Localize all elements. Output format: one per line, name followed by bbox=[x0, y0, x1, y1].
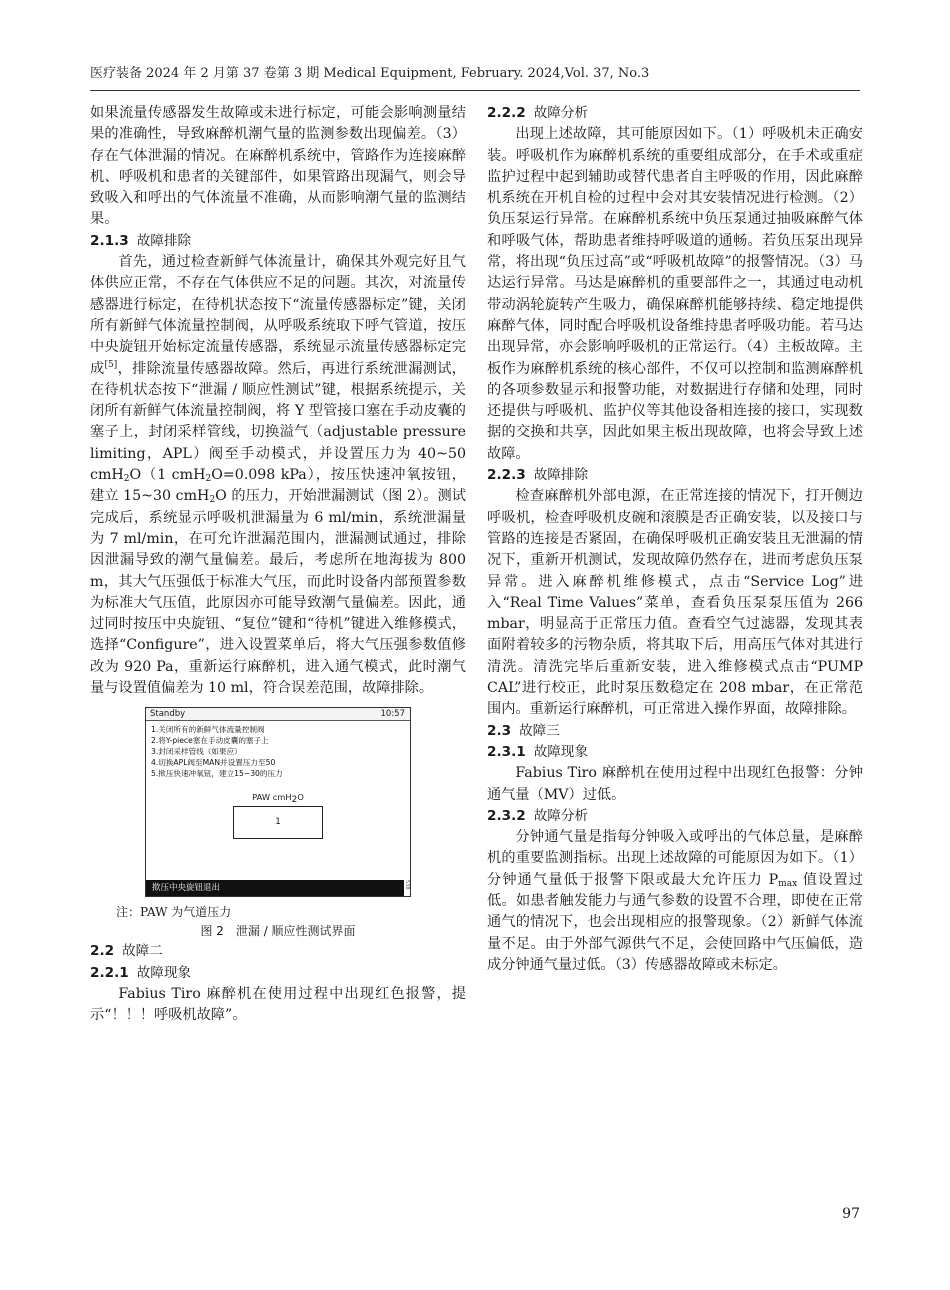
text-run: 分钟通气量是指每分钟吸入或呼出的气体总量，是麻醉机的重要监测指标。出现上述故障的可能原因为如下。（1）分钟通气量低于报警下限或最大允许压力 P bbox=[487, 829, 863, 888]
section-title: 故障现象 bbox=[533, 743, 589, 760]
screen-time: 10:57 bbox=[380, 709, 405, 720]
figure-caption: 图 2 泄漏 / 顺应性测试界面 bbox=[200, 924, 356, 939]
screen-step: 5.揿压快速冲氧钮，建立15~30的压力 bbox=[151, 769, 283, 779]
section-number: 2.2.2 bbox=[487, 105, 526, 121]
section-heading-2-2-2 bbox=[487, 103, 863, 124]
section-heading-2-1-3 bbox=[90, 231, 466, 252]
screen-step-list bbox=[151, 724, 283, 779]
section-number: 2.3.1 bbox=[487, 743, 526, 760]
section-number: 2.3.2 bbox=[487, 807, 526, 824]
paw-label-text: PAW cmH bbox=[252, 792, 292, 803]
text-run: 值设置过低。如患者触发能力与通气参数的设置不合理，即使在正常通气的情况下，也会出现相应的报警现象。（2）新鲜气体流量不足。由于外部气源供气不足，会使回路中气压偏低，造成分钟通气量过低。（3）传感器故障或未标定。 bbox=[487, 871, 863, 973]
screen-exit-hint: 揿压中央旋钮退出 bbox=[146, 880, 404, 896]
figure-leak-test-screen bbox=[145, 707, 411, 897]
section-title: 故障排除 bbox=[533, 467, 589, 484]
section-title: 故障排除 bbox=[136, 232, 192, 249]
screen-step: 3.封闭采样管线（如果应） bbox=[151, 747, 242, 757]
citation-ref: [5] bbox=[104, 359, 118, 370]
screen-step: 1.关闭所有的新鲜气体流量控制阀 bbox=[151, 725, 265, 735]
paragraph-fault2-phenomenon: Fabius Tiro 麻醉机在使用过程中出现红色报警，提示“！！！呼吸机故障”。 bbox=[90, 985, 466, 1024]
subscript: 2 bbox=[209, 495, 216, 506]
section-number: 2.2 bbox=[90, 943, 115, 960]
screen-step: 4.切换APL阀至MAN并设置压力至50 bbox=[151, 758, 276, 768]
right-column bbox=[487, 103, 863, 976]
paragraph-fault2-troubleshooting: 检查麻醉机外部电源，在正常连接的情况下，打开侧边呼吸机，检查呼吸机皮碗和滚膜是否正确安装，以及接口与管路的连接是否紧固，在确保呼吸机正确安装且无泄漏的情况下，重新开机测试，发现故障仍然存在，进而考虑负压泵异常。进入麻醉机维修模式，点击“Service Log”进入“Real Time Values”菜单，查看负压泵泵压值为 266 mbar，明显高于正常压力值。查看空气过滤器，发现其表面附着较多的污物杂质，将其取下后，用高压气体对其进行清洗。清洗完毕后重新安装，进入维修模式点击“PUMP CAL”进行校正，此时泵压数稳定在 208 mbar，在正常范围内。重新运行麻醉机，可正常进入操作界面，故障排除。 bbox=[487, 488, 863, 718]
running-header: 医疗装备 2024 年 2 月第 37 卷第 3 期 Medical Equipment, February. 2024,Vol. 37, No.3 bbox=[90, 66, 650, 81]
text-run: 首先，通过检查新鲜气体流量计，确保其外观完好且气体供应正常，不存在气体供应不足的问题。其次，对流量传感器进行标定，在待机状态按下“流量传感器标定”键，关闭所有新鲜气体流量控制阀，从呼吸系统取下呼气管道，按压中央旋钮开始标定流量传感器，系统显示流量传感器标定完成 bbox=[90, 254, 466, 377]
section-number: 2.2.1 bbox=[90, 964, 129, 981]
paw-label-unit: O bbox=[297, 792, 304, 803]
paragraph-fault-causes-cont: 如果流量传感器发生故障或未进行标定，可能会影响测量结果的准确性，导致麻醉机潮气量的监测参数出现偏差。（3）存在气体泄漏的情况。在麻醉机系统中，管路作为连接麻醉机、呼吸机和患者的关键部件，如果管路出现漏气，则会导致吸入和呼出的气体流量不准确，从而影响潮气量的监测结果。 bbox=[90, 105, 466, 228]
paragraph-fault3-analysis bbox=[487, 827, 863, 976]
section-heading-2-3-2 bbox=[487, 806, 863, 827]
section-heading-2-2-3 bbox=[487, 465, 863, 486]
screen-status: Standby bbox=[150, 709, 186, 720]
figure-note: 注：PAW 为气道压力 bbox=[116, 905, 232, 920]
subscript: 2 bbox=[205, 474, 212, 485]
section-heading-2-2 bbox=[90, 941, 466, 962]
section-title: 故障分析 bbox=[533, 807, 589, 824]
paragraph-troubleshooting-1 bbox=[90, 252, 466, 699]
paragraph-fault2-analysis: 出现上述故障，其可能原因如下。（1）呼吸机未正确安装。呼吸机作为麻醉机系统的重要组成部分，在手术或重症监护过程中起到辅助或替代患者自主呼吸的作用，因此麻醉机系统在开机自检的过程中会对其安装情况进行检测。（2）负压泵运行异常。在麻醉机系统中负压泵通过抽吸麻醉气体和呼吸气体，帮助患者维持呼吸道的通畅。若负压泵出现异常，将出现“负压过高”或“呼吸机故障”的报警情况。（3）马达运行异常。马达是麻醉机的重要部件之一，其通过电动机带动涡轮旋转产生吸力，确保麻醉机能够持续、稳定地提供麻醉气体，同时配合呼吸机设备维持患者呼吸功能。若马达出现异常，亦会影响呼吸机的正常运行。（4）主板故障。主板作为麻醉机系统的核心部件，不仅可以控制和监测麻醉机的各项参数显示和报警功能，对数据进行存储和处理，同时还提供与呼吸机、监护仪等其他设备相连接的接口，实现数据的交换和共享，因此如果主板出现故障，也将会导致上述故障。 bbox=[487, 126, 863, 462]
header-rule bbox=[90, 90, 860, 91]
text-run: O 的压力，开始泄漏测试（图 2）。测试完成后，系统显示呼吸机泄漏量为 6 ml/min，系统泄漏量为 7 ml/min，在可允许泄漏范围内，泄漏测试通过，排除因泄漏导致的潮气量偏差。最后，考虑所在地海拔为 800 m，其大气压强低于标准大气压，而此时设备内部预置参数为标准大气压值，此原因亦可能导致潮气量偏差。因此，通过同时按压中央旋钮、“复位”键和“待机”键进入维修模式，选择“Configure”，进入设置菜单后，将大气压强参数值修改为 920 Pa，重新运行麻醉机，进入通气模式，此时潮气量与设置值偏差为 10 ml，符合误差范围，故障排除。 bbox=[90, 488, 466, 697]
section-heading-2-3 bbox=[487, 721, 863, 742]
subscript: max bbox=[778, 878, 798, 889]
text-run: O（1 cmH bbox=[129, 467, 206, 484]
section-heading-2-2-1 bbox=[90, 963, 466, 984]
section-number: 2.1.3 bbox=[90, 232, 129, 249]
section-title: 故障分析 bbox=[533, 105, 589, 121]
section-title: 故障现象 bbox=[136, 964, 192, 981]
section-heading-2-3-1 bbox=[487, 742, 863, 763]
screen-status-bar bbox=[146, 708, 410, 721]
text-run: ，排除流量传感器故障。然后，再进行系统泄漏测试，在待机状态按下“泄漏 / 顺应性测试”键，根据系统提示，关闭所有新鲜气体流量控制阀，将 Y 型管接口塞在手动皮囊的塞子上，封闭采样管线，切换溢气（adjustable pressure limiting，APL）阀至手动模式，并设置压力为 40~50 cmH bbox=[90, 360, 466, 484]
paw-label-sub: 2 bbox=[291, 795, 298, 806]
paw-value-box: 1 bbox=[233, 806, 323, 839]
section-number: 2.2.3 bbox=[487, 467, 526, 484]
page-number: 97 bbox=[842, 1206, 860, 1222]
paragraph-fault3-phenomenon: Fabius Tiro 麻醉机在使用过程中出现红色报警：分钟通气量（MV）过低。 bbox=[487, 765, 863, 803]
text-run: O=0.098 kPa），按压快速冲氧按钮，建立 15~30 cmH bbox=[90, 467, 466, 505]
paw-label bbox=[146, 792, 410, 806]
section-title: 故障二 bbox=[122, 943, 163, 960]
screen-side-mark: 538 bbox=[404, 880, 410, 890]
section-title: 故障三 bbox=[519, 722, 560, 739]
subscript: 2 bbox=[123, 474, 130, 485]
section-number: 2.3 bbox=[487, 722, 512, 739]
screen-step: 2.将Y-piece塞在手动皮囊的塞子上 bbox=[151, 736, 269, 746]
left-column bbox=[90, 103, 466, 1027]
